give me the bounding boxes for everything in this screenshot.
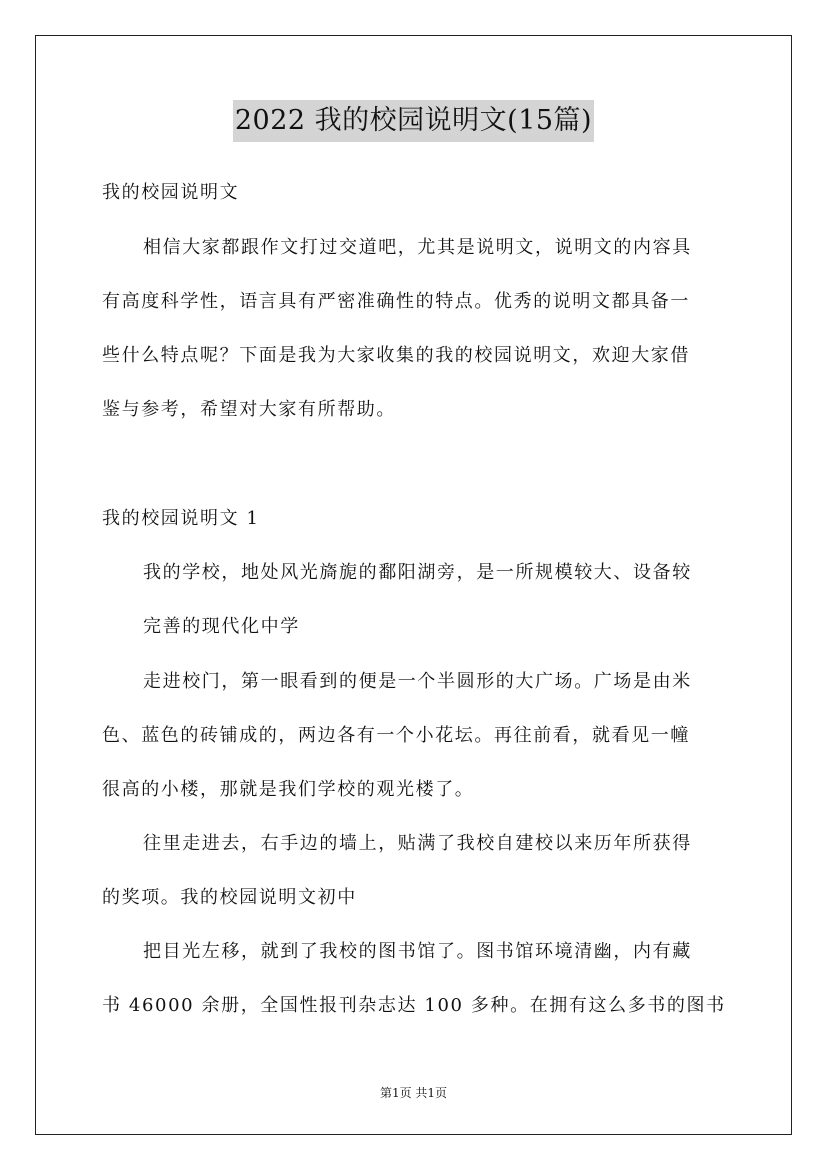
paragraph-line: 的奖项。我的校园说明文初中 — [102, 887, 357, 908]
paragraph-line: 相信大家都跟作文打过交道吧，尤其是说明文，说明文的内容具 — [143, 237, 692, 258]
paragraph-line: 鉴与参考，希望对大家有所帮助。 — [102, 399, 396, 420]
paragraph-line: 完善的现代化中学 — [143, 616, 300, 637]
paragraph-line: 书 46000 余册，全国性报刊杂志达 100 多种。在拥有这么多书的图书 — [102, 995, 726, 1016]
paragraph-line: 有高度科学性，语言具有严密准确性的特点。优秀的说明文都具备一 — [102, 291, 690, 312]
paragraph-line: 往里走进去，右手边的墙上，贴满了我校自建校以来历年所获得 — [143, 833, 692, 854]
title-container — [0, 100, 827, 142]
section-heading: 我的校园说明文 1 — [102, 508, 260, 529]
paragraph-line: 些什么特点呢？下面是我为大家收集的我的校园说明文，欢迎大家借 — [102, 345, 690, 366]
paragraph-line: 色、蓝色的砖铺成的，两边各有一个小花坛。再往前看，就看见一幢 — [102, 725, 690, 746]
paragraph-line: 把目光左移，就到了我校的图书馆了。图书馆环境清幽，内有藏 — [143, 941, 692, 962]
section-heading: 我的校园说明文 — [102, 182, 240, 203]
paragraph-line: 走进校门，第一眼看到的便是一个半圆形的大广场。广场是由米 — [143, 671, 692, 692]
paragraph-line: 很高的小楼，那就是我们学校的观光楼了。 — [102, 779, 475, 800]
document-title: 2022 我的校园说明文(15篇) — [233, 100, 594, 142]
page-footer: 第1页 共1页 — [379, 1086, 448, 1100]
paragraph-line: 我的学校，地处风光旖旎的鄱阳湖旁，是一所规模较大、设备较 — [143, 562, 692, 583]
